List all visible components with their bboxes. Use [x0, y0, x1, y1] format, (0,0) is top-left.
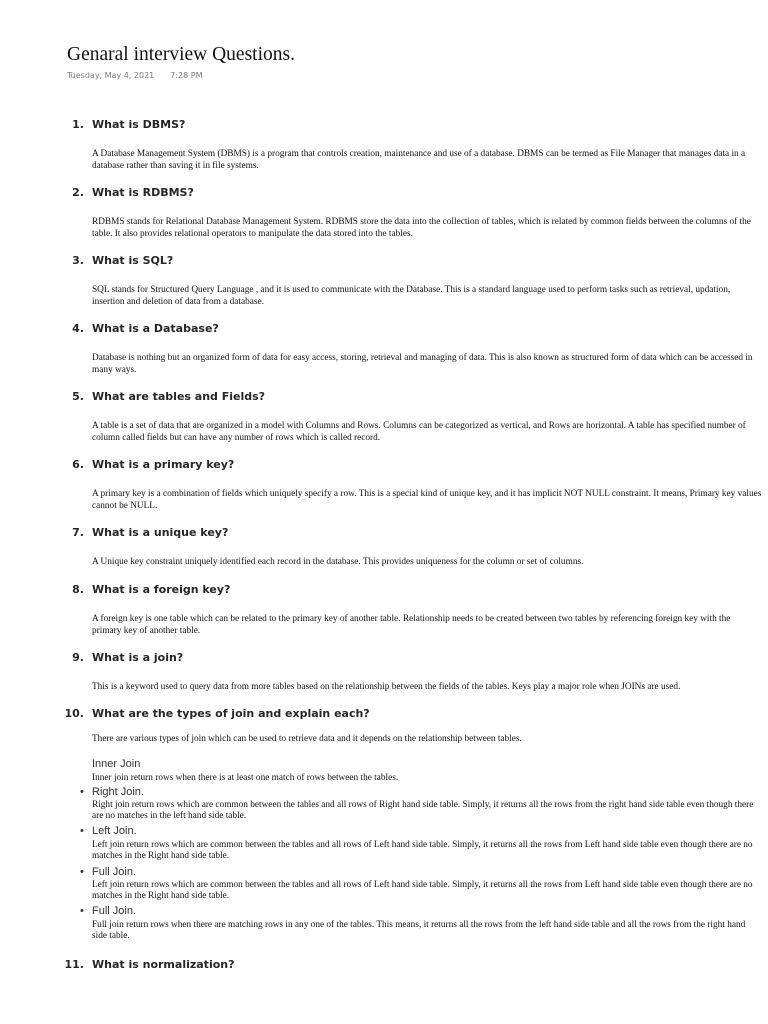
bullet-icon: •: [80, 866, 84, 878]
question-heading: What are the types of join and explain each?: [92, 707, 370, 720]
question-number: 5.: [72, 390, 84, 403]
join-type-heading: Right Join.: [92, 786, 144, 798]
question-number: 4.: [72, 322, 84, 335]
answer-text: A foreign key is one table which can be related to the primary key of another table. Relationship needs to be created between two tables by referencing foreign key with the primary key of another table.: [92, 614, 731, 636]
page-title: Genaral interview Questions.: [67, 44, 295, 65]
answer-text: There are various types of join which can be used to retrieve data and it depends on the relationship between tables.: [92, 734, 522, 744]
answer-text: RDBMS stands for Relational Database Management System. RDBMS store the data into the collection of tables, which is related by common fields between the columns of the table. It also provides relational operators to manipulate the data stored into the tables.: [92, 217, 751, 239]
answer-text: Database is nothing but an organized form of data for easy access, storing, retrieval and managing of data. This is also known as structured form of data which can be accessed in many ways.: [92, 353, 753, 375]
question-heading: What is normalization?: [92, 958, 235, 971]
answer-text: A primary key is a combination of fields which uniquely specify a row. This is a special kind of unique key, and it has implicit NOT NULL constraint. It means, Primary key values cannot be NULL.: [92, 489, 762, 511]
question-heading: What is a primary key?: [92, 458, 235, 471]
bullet-icon: •: [80, 825, 84, 837]
join-type-description: Inner join return rows when there is at least one match of rows between the tables.: [92, 773, 399, 783]
bullet-icon: •: [80, 905, 84, 917]
join-type-description: Full join return rows when there are matching rows in any one of the tables. This means, it returns all the rows from the left hand side table and all the rows from the right hand side table.: [92, 920, 746, 942]
answer-text: A table is a set of data that are organized in a model with Columns and Rows. Columns can be categorized as vertical, and Rows are horizontal. A table has specified number of column called fields but can have any number of rows which is called record.: [92, 421, 746, 443]
join-type-heading: Full Join.: [92, 866, 137, 878]
question-heading: What is RDBMS?: [92, 186, 194, 199]
page-date: Tuesday, May 4, 2021: [67, 71, 155, 80]
question-heading: What is a foreign key?: [92, 583, 231, 596]
join-type-description: Left join return rows which are common between the tables and all rows of Left hand side table. Simply, it returns all the rows from Left hand side table even though there are no matches in the Right hand side table.: [92, 840, 753, 862]
question-heading: What is SQL?: [92, 254, 174, 267]
question-number: 8.: [72, 583, 84, 596]
join-type-heading: Inner Join: [92, 758, 141, 770]
bullet-icon: •: [80, 786, 84, 798]
question-number: 3.: [72, 254, 84, 267]
join-type-heading: Full Join.: [92, 905, 137, 917]
question-heading: What is DBMS?: [92, 118, 186, 131]
answer-text: A Database Management System (DBMS) is a program that controls creation, maintenance and use of a database. DBMS can be termed as File Manager that manages data in a database rather than saving it in file systems.: [92, 149, 746, 171]
question-heading: What is a join?: [92, 651, 184, 664]
question-number: 2.: [72, 186, 84, 199]
answer-text: This is a keyword used to query data from more tables based on the relationship between the fields of the tables. Keys play a major role when JOINs are used.: [92, 682, 681, 692]
join-type-heading: Left Join.: [92, 825, 137, 837]
question-number: 6.: [72, 458, 84, 471]
page-timestamp: [67, 71, 202, 80]
question-heading: What are tables and Fields?: [92, 390, 266, 403]
question-number: 7.: [72, 526, 84, 539]
question-number: 11.: [64, 958, 84, 971]
question-heading: What is a unique key?: [92, 526, 229, 539]
question-number: 1.: [72, 118, 84, 131]
page-time: 7:28 PM: [170, 71, 203, 80]
answer-text: SQL stands for Structured Query Language , and it is used to communicate with the Database. This is a standard language used to perform tasks such as retrieval, updation, insertion and deletion of data from a database.: [92, 285, 731, 307]
answer-text: A Unique key constraint uniquely identified each record in the database. This provides uniqueness for the column or set of columns.: [92, 557, 584, 567]
join-type-description: Right join return rows which are common between the tables and all rows of Right hand side table. Simply, it returns all the rows from the right hand side table even though there are no matches in the left hand side table.: [92, 800, 754, 822]
join-type-description: Left join return rows which are common between the tables and all rows of Left hand side table. Simply, it returns all the rows from Left hand side table even though there are no matches in the Right hand side table.: [92, 880, 753, 902]
question-heading: What is a Database?: [92, 322, 219, 335]
question-number: 9.: [72, 651, 84, 664]
question-number: 10.: [64, 707, 84, 720]
